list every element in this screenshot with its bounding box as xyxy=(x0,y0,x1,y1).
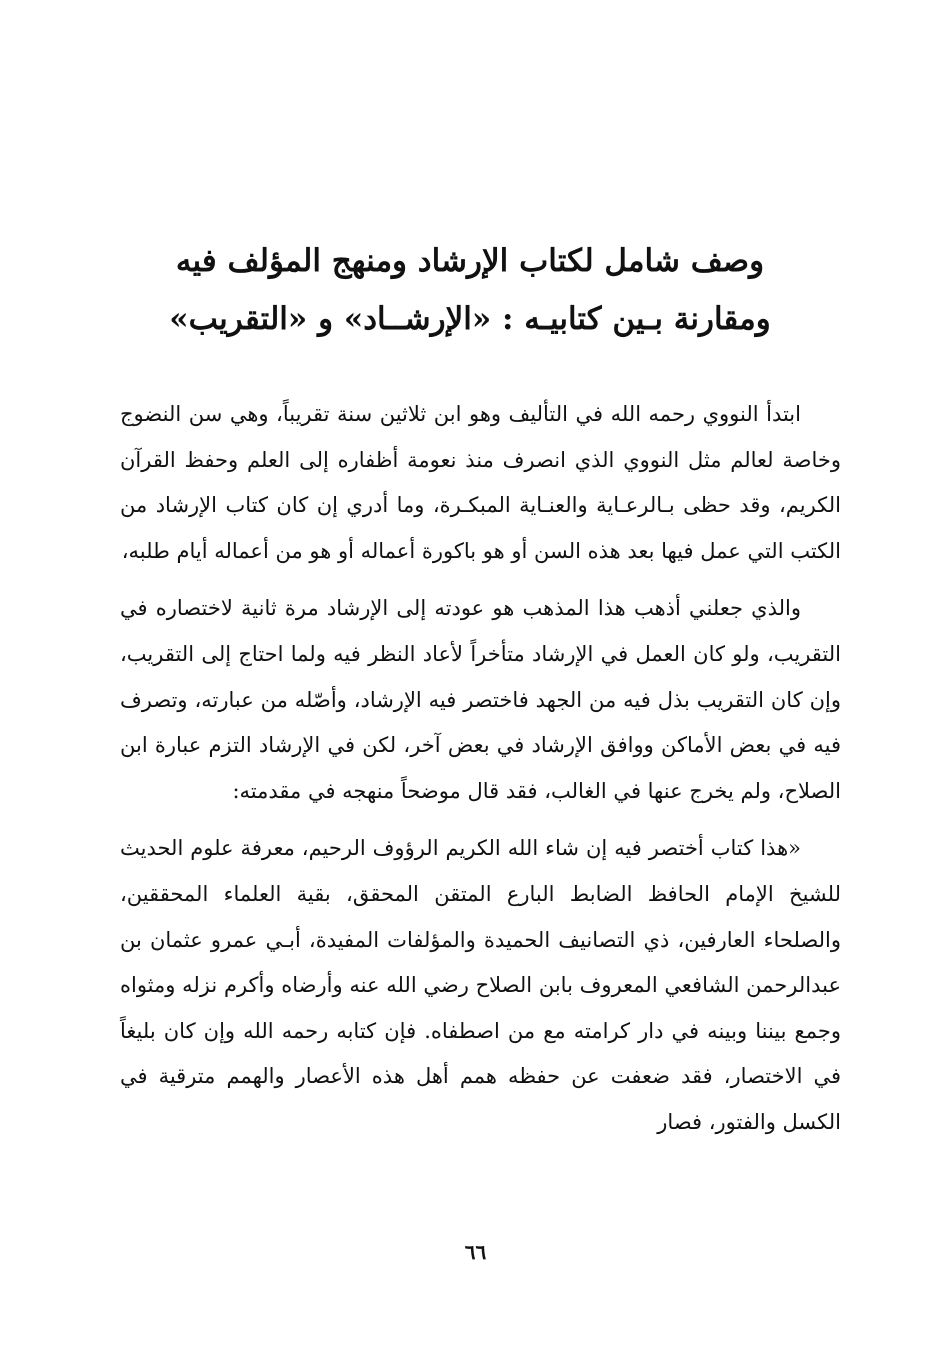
page-number: ٦٦ xyxy=(464,1240,487,1264)
paragraph-3-quote: «هذا كتاب أختصر فيه إن شاء الله الكريم الرؤوف الرحيم، معرفة علوم الحديث للشيخ الإمام الحافظ الضابط البارع المتقن المحقق، بقية العلماء المحققين، والصلحاء العارفين، ذي التصانيف الحميدة والمؤلفات المفيدة، أبـي عمرو عثمان بن عبدالرحمن الشافعي المعروف بابن الصلاح رضي الله عنه وأرضاه وأكرم نزله ومثواه وجمع بيننا وبينه في دار كرامته مع من اصطفاه. فإن كتابه رحمه الله وإن كان بليغاً في الاختصار، فقد ضعفت عن حفظه همم أهل هذه الأعصار والهمم مترقية في الكسل والفتور، فصار xyxy=(120,836,841,1134)
body-text xyxy=(120,392,841,1146)
heading-line-2: ومقارنة بـين كتابيـه : «الإرشــاد» و «التقريب» xyxy=(169,301,771,337)
paragraph-2: والذي جعلني أذهب هذا المذهب هو عودته إلى الإرشاد مرة ثانية لاختصاره في التقريب، ولو كان العمل في الإرشاد متأخراً لأعاد النظر فيه ولما احتاج إلى التقريب، وإن كان التقريب بذل فيه من الجهد فاختصر فيه الإرشاد، وأصّله من عبارته، وتصرف فيه في بعض الأماكن ووافق الإرشاد في بعض آخر، لكن في الإرشاد التزم عبارة ابن الصلاح، ولم يخرج عنها في الغالب، فقد قال موضحاً منهجه في مقدمته: xyxy=(120,596,841,803)
paragraph-1: ابتدأ النووي رحمه الله في التأليف وهو ابن ثلاثين سنة تقريباً، وهي سن النضوج وخاصة لعالم مثل النووي الذي انصرف منذ نعومة أظفاره إلى العلم وحفظ القرآن الكريم، وقد حظى بـالرعـاية والعنـاية المبكـرة، وما أدري إن كان كتاب الإرشاد من الكتب التي عمل فيها بعد هذه السن أو هو باكورة أعماله أو هو من أعماله أيام طلبه، xyxy=(120,402,841,563)
section-heading xyxy=(140,232,800,348)
heading-line-1: وصف شامل لكتاب الإرشاد ومنهج المؤلف فيه xyxy=(175,243,765,279)
